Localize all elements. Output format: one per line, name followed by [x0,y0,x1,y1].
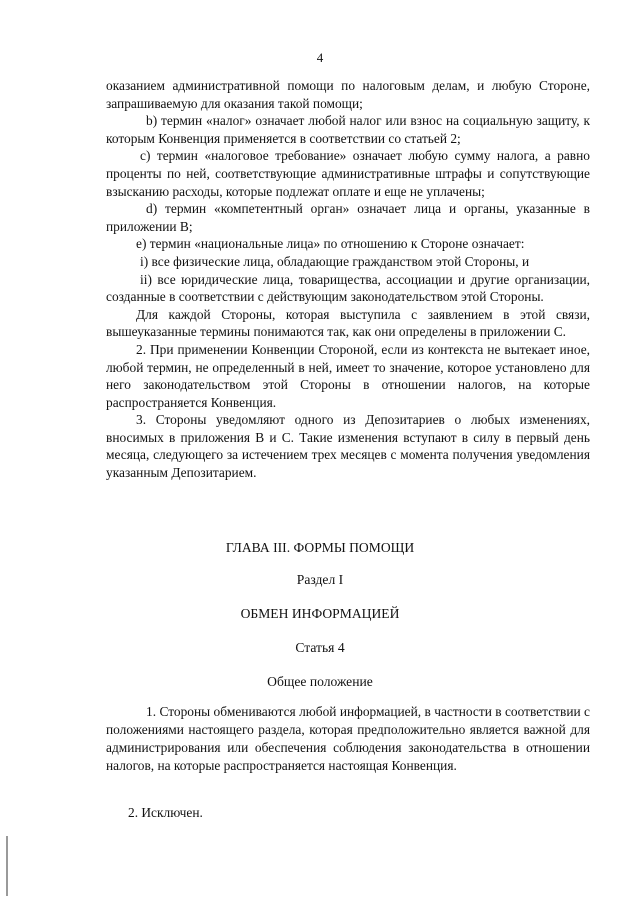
paragraph-annex-c-note: Для каждой Стороны, которая выступила с заявлением в этой связи, вышеуказанные термины понимаются так, как они определены в приложении С. [106,306,590,340]
paragraph-definition-tax-claim: c) термин «налоговое требование» означает любую сумму налога, а равно проценты по ней, соответствующие административные штрафы и сопутствующие взысканию расходы, которые подлежат оплате и еще не уплачены; [106,148,590,199]
article-number: Статья 4 [295,640,345,655]
page-number: 4 [316,50,324,65]
section-number: Раздел I [296,572,344,587]
article-title: Общее положение [267,674,373,689]
scan-margin-mark [6,836,8,896]
paragraph-nationals-legal-persons: ii) все юридические лица, товарищества, ассоциации и другие организации, созданные в соответствии с действующим законодательством этой Стороны. [106,271,590,305]
article-item-1: 1. Стороны обмениваются любой информацией, в частности в соответствии с положениями настоящего раздела, которая предположительно является важной для администрирования или обеспечения соблюдения законодательства в отношении налогов, на которые распространяется настоящая Конвенция. [106,704,590,773]
article-item-2: 2. Исключен. [128,805,203,820]
section-title: ОБМЕН ИНФОРМАЦИЕЙ [240,606,400,621]
paragraph-item-3: 3. Стороны уведомляют одного из Депозитариев о любых изменениях, вносимых в приложения В и С. Такие изменения вступают в силу в первый день месяца, следующего за истечением трех месяцев с момента получения уведомления указанным Депозитарием. [106,412,590,481]
paragraph-item-2: 2. При применении Конвенции Стороной, если из контекста не вытекает иное, любой термин, не определенный в ней, имеет то значение, которое установлено для него законодательством этой Стороны в отношении налогов, на которые распространяется Конвенция. [106,341,590,410]
paragraph-definition-tax: b) термин «налог» означает любой налог или взнос на социальную защиту, к которым Конвенция применяется в соответствии со статьей 2; [106,113,590,146]
paragraph-definition-competent-authority: d) термин «компетентный орган» означает лица и органы, указанные в приложении В; [106,201,590,234]
paragraph-nationals-individuals: i) все физические лица, обладающие гражданством этой Стороны, и [140,253,530,269]
article-body [106,703,590,775]
chapter-heading: ГЛАВА III. ФОРМЫ ПОМОЩИ [225,540,415,555]
definitions-block [106,77,590,482]
paragraph-definition-nationals: e) термин «национальные лица» по отношению к Стороне означает: [136,236,525,252]
paragraph-continuation: оказанием административной помощи по налоговым делам, и любую Стороне, запрашиваемую для оказания такой помощи; [106,78,590,111]
